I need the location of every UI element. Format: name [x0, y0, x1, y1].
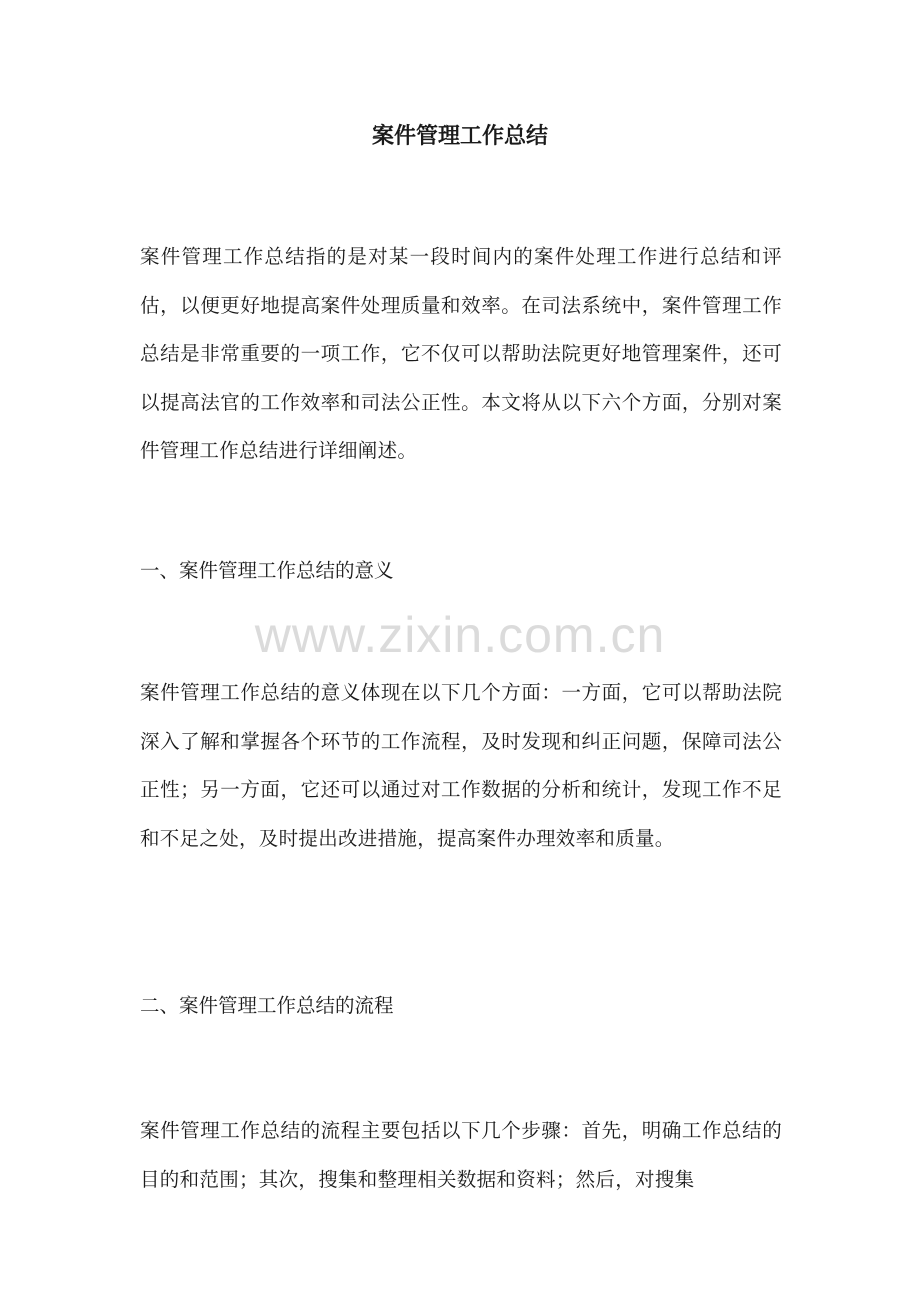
section-heading-2: 二、案件管理工作总结的流程: [140, 994, 394, 1017]
section-heading-1: 一、案件管理工作总结的意义: [140, 559, 394, 582]
watermark: www.zixin.com.cn: [254, 607, 666, 663]
section-body-1: 案件管理工作总结的意义体现在以下几个方面：一方面，它可以帮助法院深入了解和掌握各个环节的工作流程，及时发现和纠正问题，保障司法公正性；另一方面，它还可以通过对工作数据的分析和统计，发现工作不足和不足之处，及时提出改进措施，提高案件办理效率和质量。: [140, 681, 782, 850]
intro-paragraph: 案件管理工作总结指的是对某一段时间内的案件处理工作进行总结和评估，以便更好地提高案件处理质量和效率。在司法系统中，案件管理工作总结是非常重要的一项工作，它不仅可以帮助法院更好地管理案件，还可以提高法官的工作效率和司法公正性。本文将从以下六个方面，分别对案件管理工作总结进行详细阐述。: [140, 245, 782, 462]
section-body-2: 案件管理工作总结的流程主要包括以下几个步骤：首先，明确工作总结的目的和范围；其次，搜集和整理相关数据和资料；然后，对搜集: [140, 1119, 782, 1191]
document-title: 案件管理工作总结: [371, 123, 548, 149]
